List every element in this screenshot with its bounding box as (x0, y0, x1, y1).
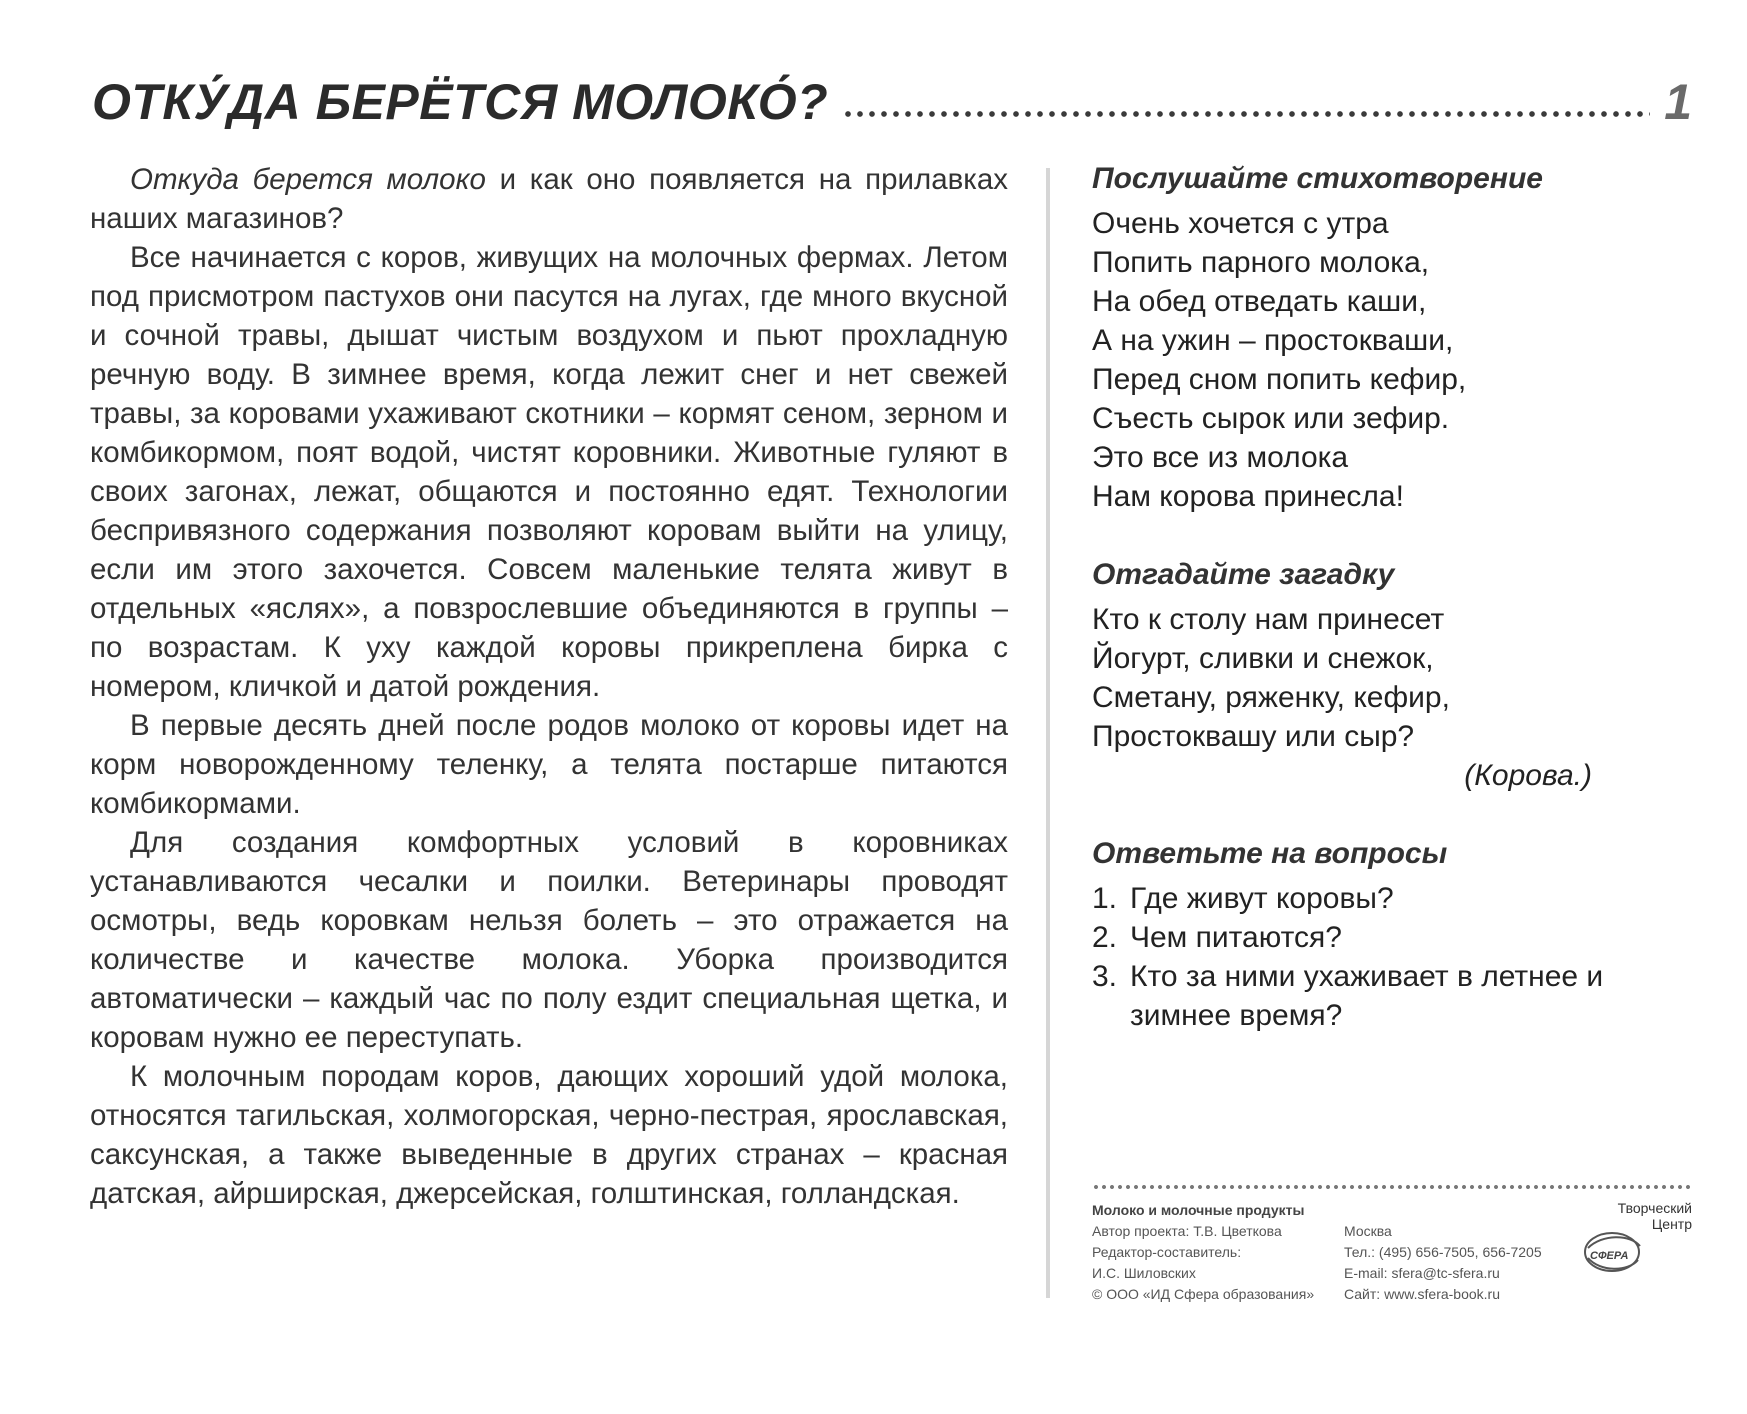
footer-site: Сайт: www.sfera-book.ru (1344, 1286, 1500, 1302)
poem-line: На обед отведать каши, (1092, 285, 1427, 318)
sfera-logo-icon (1582, 1230, 1646, 1274)
poem-line: А на ужин – простокваши, (1092, 324, 1454, 357)
section-gap (1092, 795, 1692, 835)
logo-line-2: Центр (1651, 1216, 1692, 1232)
title-dot-leader (842, 110, 1650, 118)
poem-line: Перед сном попить кефир, (1092, 363, 1467, 396)
footer-phone: Тел.: (495) 656-7505, 656-7205 (1344, 1244, 1542, 1260)
article-paragraph-3: В первые десять дней после родов молоко от коровы идет на корм новорожденному теленку, а телята постарше питаются комбикормами. (90, 709, 1008, 820)
riddle-line: Йогурт, сливки и снежок, (1092, 642, 1434, 675)
footer-city: Москва (1344, 1223, 1392, 1239)
question-number: 3. (1092, 960, 1118, 993)
publisher-logo (1582, 1200, 1692, 1290)
poem-section (1092, 160, 1692, 516)
poem-line: Это все из молока (1092, 441, 1349, 474)
footer-copyright: © ООО «ИД Сфера образования» (1092, 1286, 1315, 1302)
riddle-heading: Отгадайте загадку (1092, 558, 1395, 591)
page-number: 1 (1664, 74, 1692, 130)
questions-list (1092, 879, 1692, 1035)
article-text (90, 160, 1008, 1213)
footer-dot-divider (1092, 1184, 1692, 1190)
page-title: ОТКУ́ДА БЕРЁТСЯ МОЛОКО́? (92, 74, 829, 130)
question-text: Кто за ними ухаживает в летнее и зимнее время? (1130, 960, 1604, 1032)
riddle-line: Сметану, ряженку, кефир, (1092, 681, 1450, 714)
poem-line: Нам корова принесла! (1092, 480, 1404, 513)
section-gap (1092, 516, 1692, 556)
question-item (1092, 879, 1692, 918)
page-header (92, 62, 1692, 132)
article-paragraph-5: К молочным породам коров, дающих хороший удой молока, относятся тагильская, холмогорская, черно-пестрая, ярославская, саксунская, а также выведенные в других странах – красная датская, айрширская, джерсейская, голштинская, голландская. (90, 1060, 1008, 1210)
riddle-line: Кто к столу нам принесет (1092, 603, 1445, 636)
questions-heading: Ответьте на вопросы (1092, 837, 1448, 870)
footer-contacts (1344, 1200, 1574, 1305)
questions-section (1092, 835, 1692, 1035)
poem-line: Съесть сырок или зефир. (1092, 402, 1450, 435)
poem-heading: Послушайте стихотворение (1092, 162, 1543, 195)
poem-line: Очень хочется с утра (1092, 207, 1389, 240)
footer-spacer (1344, 1200, 1574, 1221)
riddle-section (1092, 556, 1692, 795)
question-item (1092, 957, 1692, 1035)
riddle-lines (1092, 600, 1692, 795)
footer-editor-label: Редактор-составитель: (1092, 1244, 1242, 1260)
article-paragraph-4: Для создания комфортных условий в коровниках устанавливаются чесалки и поилки. Ветеринары проводят осмотры, ведь коровкам нельзя болеть – это отражается на количестве и качестве молока. Уборка производится автоматически – каждый час по полу ездит специальная щетка, и коровам нужно ее переступать. (90, 826, 1008, 1054)
poem-line: Попить парного молока, (1092, 246, 1430, 279)
footer-series-title: Молоко и молочные продукты (1092, 1202, 1305, 1218)
question-number: 1. (1092, 882, 1118, 915)
question-number: 2. (1092, 921, 1118, 954)
logo-wordmark: СФЕРА (1590, 1250, 1629, 1262)
question-item (1092, 918, 1692, 957)
question-text: Где живут коровы? (1130, 882, 1394, 915)
article-paragraph-2: Все начинается с коров, живущих на молочных фермах. Летом под присмотром пастухов они пасутся на лугах, где много вкусной и сочной травы, дышат чистым воздухом и пьют прохладную речную воду. В зимнее время, когда лежит снег и нет свежей травы, за коровами ухаживают скотники – кормят сеном, зерном и комбикормом, поят водой, чистят коровники. Животные гуляют в своих загонах, лежат, общаются и постоянно едят. Технологии беспривязного содержания позволяют коровам выйти на улицу, если им этого захочется. Совсем маленькие телята живут в отдельных «яслях», а повзрослевшие объединяются в группы – по возрастам. К уху каждой коровы прикреплена бирка с номером, кличкой и датой рождения. (90, 241, 1008, 703)
poem-lines (1092, 204, 1692, 516)
riddle-line: Простоквашу или сыр? (1092, 720, 1415, 753)
footer-credits (1092, 1200, 1342, 1305)
riddle-answer: (Корова.) (1464, 759, 1592, 792)
article-paragraph-1-rest: и как оно появляется на прилавках наших магазинов? (90, 163, 1008, 235)
footer-author: Автор проекта: Т.В. Цветкова (1092, 1223, 1282, 1239)
logo-caption (1618, 1200, 1692, 1232)
right-column (1092, 160, 1692, 1035)
question-text: Чем питаются? (1130, 921, 1342, 954)
footer-editor-name: И.С. Шиловских (1092, 1265, 1196, 1281)
logo-line-1: Творческий (1617, 1200, 1692, 1216)
article-lead-phrase: Откуда берется молоко (130, 163, 486, 196)
column-separator (1046, 168, 1050, 1298)
footer-email: E-mail: sfera@tc-sfera.ru (1344, 1265, 1500, 1281)
article-paragraph-1 (90, 160, 1008, 238)
